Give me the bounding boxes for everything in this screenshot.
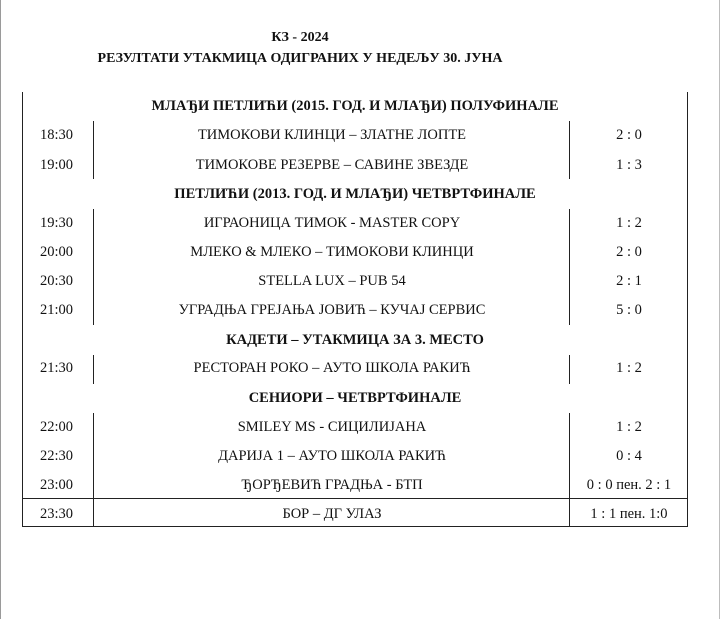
section-heading: МЛАЂИ ПЕТЛИЋИ (2015. ГОД. И МЛАЂИ) ПОЛУФИНАЛЕ (151, 98, 559, 114)
match-teams: УГРАДЊА ГРЕЈАЊА ЈОВИЋ – КУЧАЈ СЕРВИС (178, 302, 486, 318)
match-score: 1 : 2 (616, 215, 642, 231)
match-time: 20:30 (40, 273, 74, 289)
match-time: 23:30 (40, 506, 74, 522)
match-teams: БОР – ДГ УЛАЗ (282, 506, 382, 522)
match-teams: SMILEY MS - СИЦИЛИЈАНА (237, 419, 427, 435)
match-teams: STELLA LUX – PUB 54 (258, 273, 406, 289)
document-title: КЗ - 2024 (271, 30, 329, 45)
match-score: 2 : 1 (616, 273, 642, 289)
match-teams: ЂОРЂЕВИЋ ГРАДЊА - БТП (241, 477, 423, 493)
match-score: 1 : 1 пен. 1:0 (590, 506, 668, 522)
match-time: 21:00 (40, 302, 74, 318)
match-score: 1 : 2 (616, 360, 642, 376)
match-time: 23:00 (40, 477, 74, 493)
row-divider (22, 498, 688, 499)
document-subtitle: РЕЗУЛТАТИ УТАКМИЦА ОДИГРАНИХ У НЕДЕЉУ 30. ЈУНА (97, 51, 503, 66)
match-score: 1 : 2 (616, 419, 642, 435)
match-teams: ТИМОКОВЕ РЕЗЕРВЕ – САВИНЕ ЗВЕЗДЕ (195, 157, 469, 173)
match-teams: ДАРИЈА 1 – АУТО ШКОЛА РАКИЋ (218, 448, 446, 464)
section-heading: КАДЕТИ – УТАКМИЦА ЗА 3. МЕСТО (226, 332, 484, 348)
section-heading: ПЕТЛИЋИ (2013. ГОД. И МЛАЂИ) ЧЕТВРТФИНАЛЕ (174, 186, 536, 202)
match-time: 21:30 (40, 360, 74, 376)
match-time: 22:00 (40, 419, 74, 435)
match-time: 22:30 (40, 448, 74, 464)
match-score: 1 : 3 (616, 157, 642, 173)
match-time: 20:00 (40, 244, 74, 260)
match-teams: ТИМОКОВИ КЛИНЦИ – ЗЛАТНЕ ЛОПТЕ (197, 127, 467, 143)
table-border-bottom (22, 526, 688, 527)
match-teams: МЛЕКО & МЛЕКО – ТИМОКОВИ КЛИНЦИ (190, 244, 474, 260)
match-teams: РЕСТОРАН РОКО – АУТО ШКОЛА РАКИЋ (193, 360, 471, 376)
table-border-left (22, 92, 23, 527)
match-score: 0 : 0 пен. 2 : 1 (586, 477, 672, 493)
match-score: 0 : 4 (616, 448, 642, 464)
match-teams: ИГРАОНИЦА ТИМОК - MASTER COPY (203, 215, 461, 231)
match-score: 2 : 0 (616, 244, 642, 260)
match-score: 2 : 0 (616, 127, 642, 143)
page-edge-left (0, 0, 1, 619)
match-score: 5 : 0 (616, 302, 642, 318)
match-time: 19:30 (40, 215, 74, 231)
match-time: 18:30 (40, 127, 74, 143)
match-time: 19:00 (40, 157, 74, 173)
section-heading: СЕНИОРИ – ЧЕТВРТФИНАЛЕ (248, 390, 462, 406)
